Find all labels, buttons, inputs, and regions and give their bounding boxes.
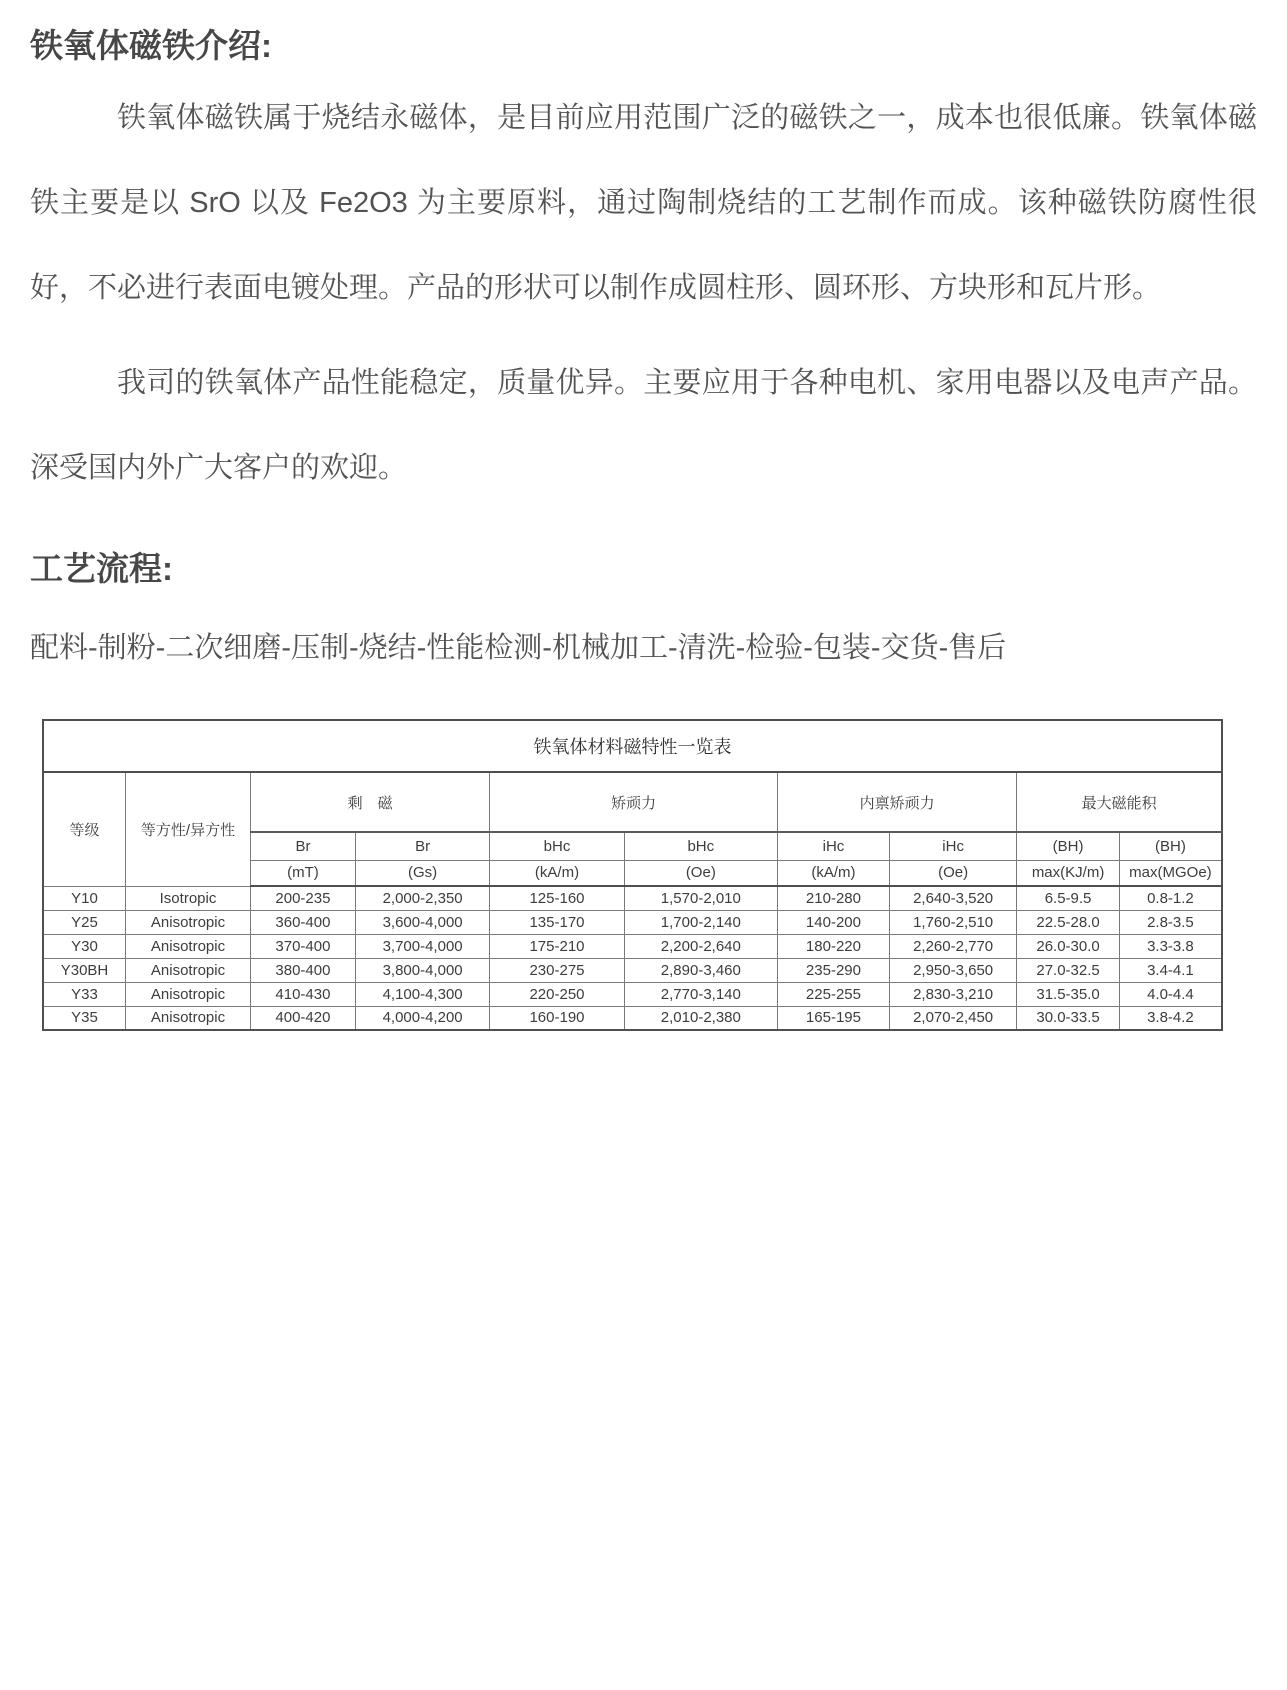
table-cell: 1,700-2,140: [624, 910, 777, 934]
table-row: [43, 934, 1222, 958]
sub-header-bhc-ka: bHc: [490, 832, 624, 860]
intro-heading: 铁氧体磁铁介绍:: [30, 27, 272, 64]
table-cell: Y30: [43, 934, 126, 958]
spec-table-container: [42, 719, 1223, 1031]
table-cell: Anisotropic: [126, 982, 251, 1006]
table-title: 铁氧体材料磁特性一览表: [43, 720, 1222, 772]
table-cell: 2,200-2,640: [624, 934, 777, 958]
table-cell: 165-195: [777, 1006, 889, 1030]
table-cell: 175-210: [490, 934, 624, 958]
table-cell: 400-420: [250, 1006, 355, 1030]
table-cell: 230-275: [490, 958, 624, 982]
unit-gs: (Gs): [355, 860, 489, 886]
intro-paragraph-1: 铁氧体磁铁属于烧结永磁体，是目前应用范围广泛的磁铁之一，成本也很低廉。铁氧体磁铁主要是以 SrO 以及 Fe2O3 为主要原料，通过陶制烧结的工艺制作而成。该种磁铁防腐性很好，不必进行表面电镀处理。产品的形状可以制作成圆柱形、圆环形、方块形和瓦片形。: [30, 101, 1257, 304]
ferrite-spec-table: [42, 719, 1223, 1031]
table-cell: Anisotropic: [126, 958, 251, 982]
table-row: [43, 982, 1222, 1006]
table-cell: 0.8-1.2: [1119, 886, 1222, 910]
table-cell: 6.5-9.5: [1017, 886, 1120, 910]
table-cell: Y10: [43, 886, 126, 910]
table-cell: 2,070-2,450: [889, 1006, 1016, 1030]
unit-oe-2: (Oe): [889, 860, 1016, 886]
process-flow-text: 配料-制粉-二次细磨-压制-烧结-性能检测-机械加工-清洗-检验-包装-交货-售后: [30, 632, 1007, 665]
table-cell: Y30BH: [43, 958, 126, 982]
table-title-row: [43, 720, 1222, 772]
header-isotropy: 等方性/异方性: [126, 772, 251, 886]
table-cell: 370-400: [250, 934, 355, 958]
table-cell: Anisotropic: [126, 910, 251, 934]
unit-max-mgoe: max(MGOe): [1119, 860, 1222, 886]
table-cell: 4,000-4,200: [355, 1006, 489, 1030]
table-cell: 31.5-35.0: [1017, 982, 1120, 1006]
table-cell: Y35: [43, 1006, 126, 1030]
table-cell: 4,100-4,300: [355, 982, 489, 1006]
unit-max-kjm: max(KJ/m): [1017, 860, 1120, 886]
table-cell: 210-280: [777, 886, 889, 910]
table-row: [43, 886, 1222, 910]
table-cell: Y25: [43, 910, 126, 934]
table-cell: Y33: [43, 982, 126, 1006]
process-heading: 工艺流程:: [30, 549, 173, 587]
unit-oe-1: (Oe): [624, 860, 777, 886]
table-cell: 2,950-3,650: [889, 958, 1016, 982]
table-row: [43, 910, 1222, 934]
unit-kam-1: (kA/m): [490, 860, 624, 886]
table-cell: 3.3-3.8: [1119, 934, 1222, 958]
table-cell: 160-190: [490, 1006, 624, 1030]
table-cell: 2,260-2,770: [889, 934, 1016, 958]
unit-mt: (mT): [250, 860, 355, 886]
table-cell: 1,760-2,510: [889, 910, 1016, 934]
table-cell: 3,600-4,000: [355, 910, 489, 934]
sub-header-bh-kj: (BH): [1017, 832, 1120, 860]
table-cell: 235-290: [777, 958, 889, 982]
table-cell: 2.8-3.5: [1119, 910, 1222, 934]
table-cell: 30.0-33.5: [1017, 1006, 1120, 1030]
table-cell: 380-400: [250, 958, 355, 982]
group-max-energy-product: 最大磁能积: [1017, 772, 1222, 832]
table-cell: 4.0-4.4: [1119, 982, 1222, 1006]
intro-paragraph-2: 我司的铁氧体产品性能稳定，质量优异。主要应用于各种电机、家用电器以及电声产品。深受国内外广大客户的欢迎。: [30, 366, 1257, 484]
sub-header-bhc-oe: bHc: [624, 832, 777, 860]
sub-header-bh-mgoe: (BH): [1119, 832, 1222, 860]
table-cell: 180-220: [777, 934, 889, 958]
table-cell: 410-430: [250, 982, 355, 1006]
sub-header-ihc-ka: iHc: [777, 832, 889, 860]
sub-header-br-gs: Br: [355, 832, 489, 860]
table-group-header-row: [43, 772, 1222, 832]
table-cell: 2,770-3,140: [624, 982, 777, 1006]
sub-header-ihc-oe: iHc: [889, 832, 1016, 860]
table-row: [43, 1006, 1222, 1030]
table-row: [43, 958, 1222, 982]
table-cell: 140-200: [777, 910, 889, 934]
table-cell: 2,000-2,350: [355, 886, 489, 910]
table-cell: 2,830-3,210: [889, 982, 1016, 1006]
header-grade: 等级: [43, 772, 126, 886]
table-cell: 27.0-32.5: [1017, 958, 1120, 982]
table-cell: 3.4-4.1: [1119, 958, 1222, 982]
group-coercivity: 矫顽力: [490, 772, 778, 832]
table-cell: 26.0-30.0: [1017, 934, 1120, 958]
table-cell: 200-235: [250, 886, 355, 910]
table-cell: 3,700-4,000: [355, 934, 489, 958]
table-cell: 3,800-4,000: [355, 958, 489, 982]
table-cell: 3.8-4.2: [1119, 1006, 1222, 1030]
table-cell: 360-400: [250, 910, 355, 934]
table-cell: Anisotropic: [126, 1006, 251, 1030]
spec-table-header: [43, 720, 1222, 886]
spec-table-body: [43, 886, 1222, 1030]
table-cell: Isotropic: [126, 886, 251, 910]
table-cell: 2,640-3,520: [889, 886, 1016, 910]
table-cell: 220-250: [490, 982, 624, 1006]
sub-header-br-mt: Br: [250, 832, 355, 860]
table-cell: Anisotropic: [126, 934, 251, 958]
group-intrinsic-coercivity: 内禀矫顽力: [777, 772, 1016, 832]
unit-kam-2: (kA/m): [777, 860, 889, 886]
table-cell: 225-255: [777, 982, 889, 1006]
table-cell: 1,570-2,010: [624, 886, 777, 910]
table-cell: 2,010-2,380: [624, 1006, 777, 1030]
table-cell: 2,890-3,460: [624, 958, 777, 982]
table-cell: 135-170: [490, 910, 624, 934]
group-remanence: 剩 磁: [250, 772, 489, 832]
table-cell: 22.5-28.0: [1017, 910, 1120, 934]
table-cell: 125-160: [490, 886, 624, 910]
